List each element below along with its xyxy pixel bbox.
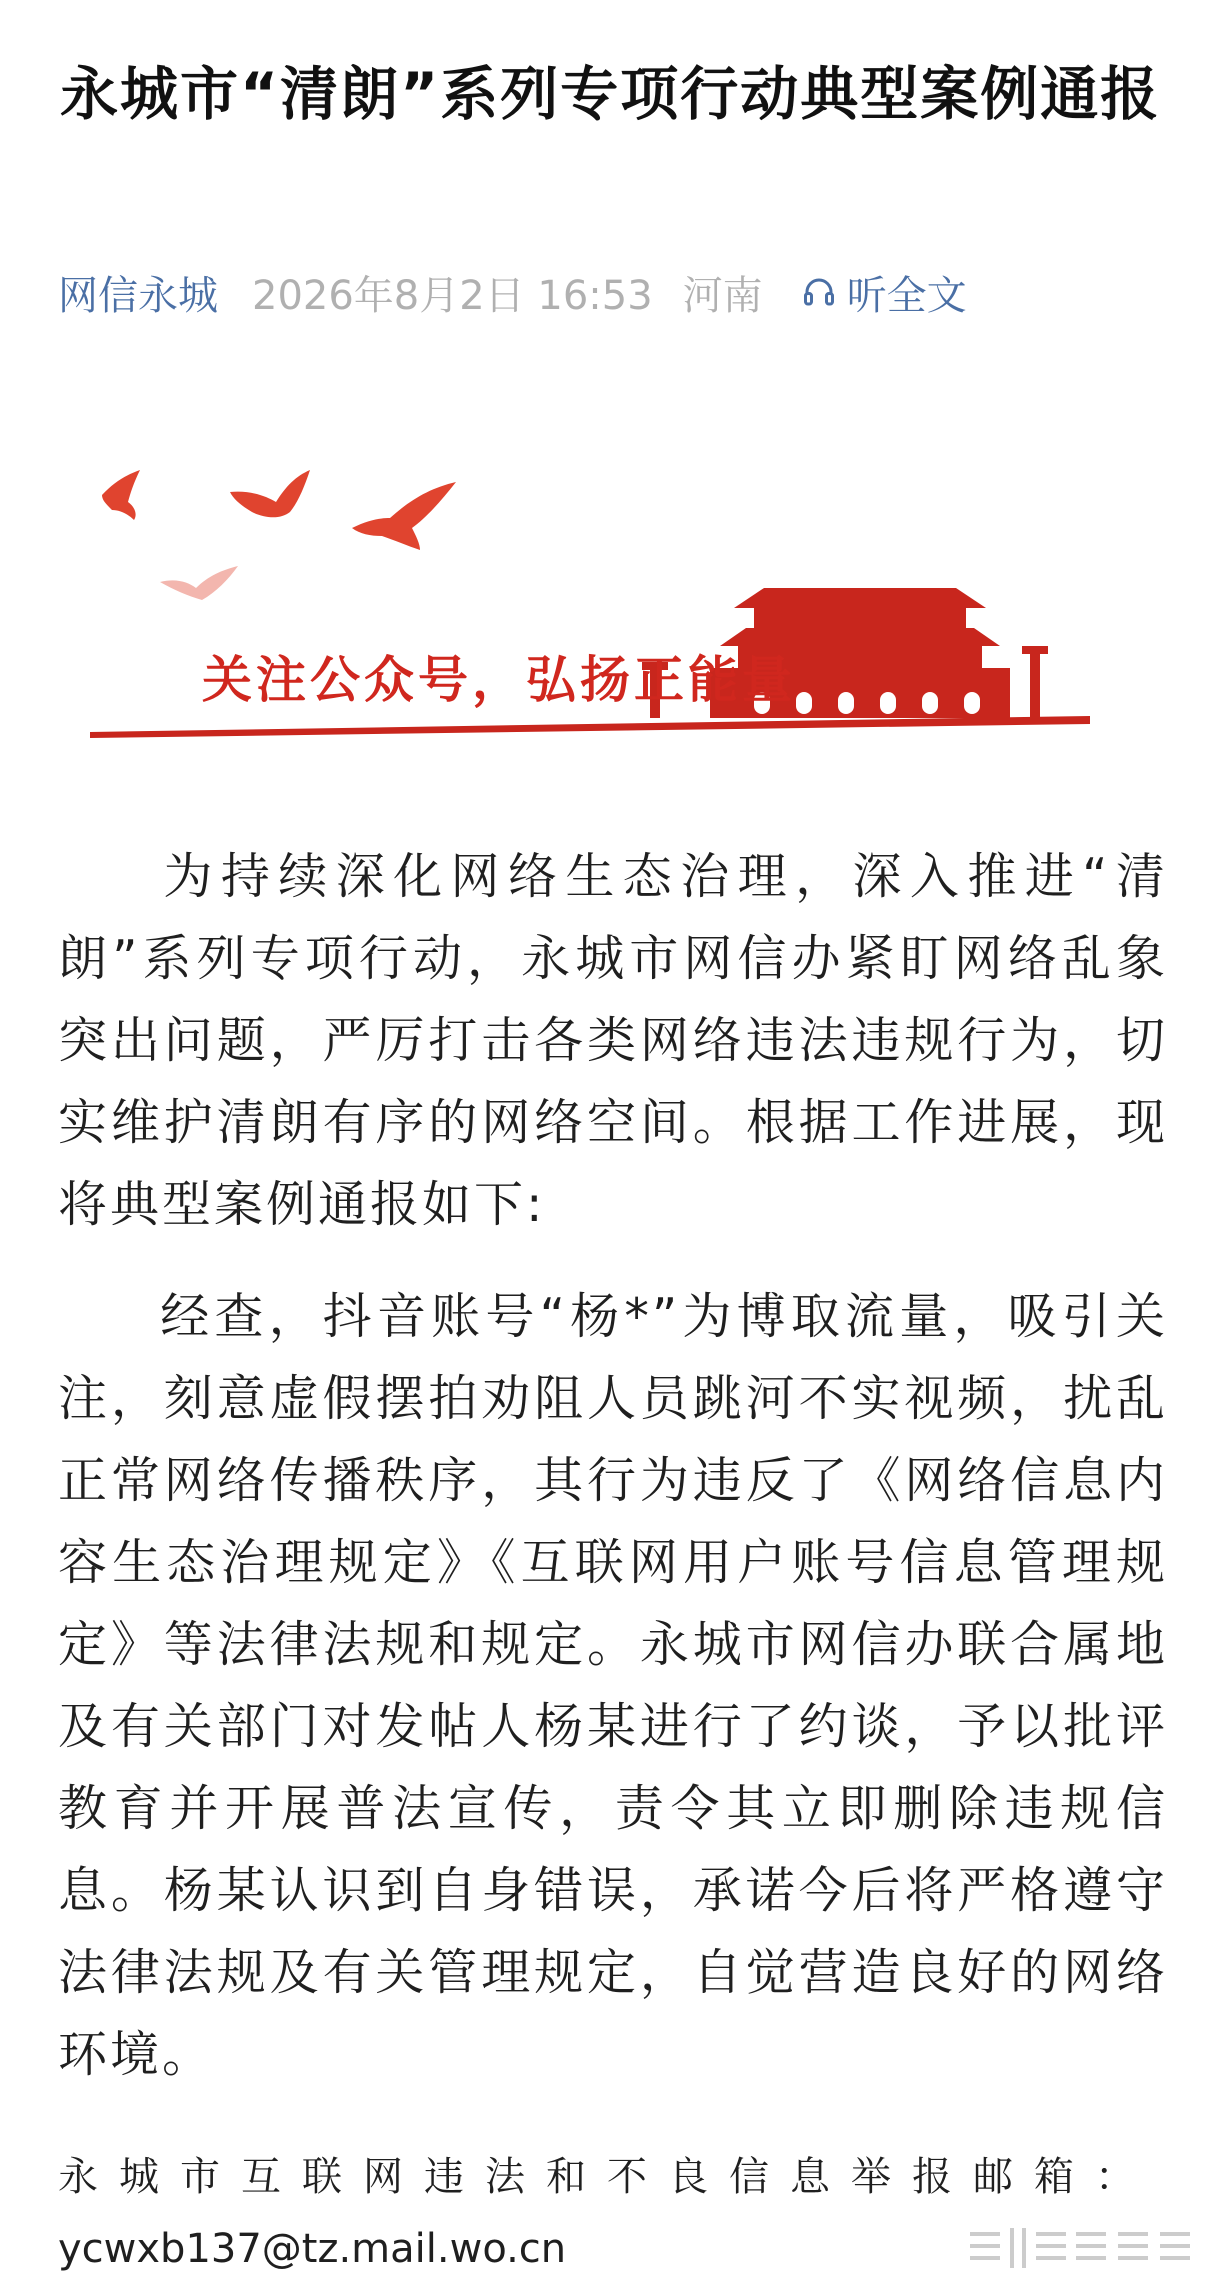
article-title: 永城市“清朗”系列专项行动典型案例通报 — [60, 60, 1161, 128]
publish-region: 河南 — [682, 272, 763, 319]
report-email: ycwxb137@tz.mail.wo.cn — [58, 2226, 567, 2272]
headphones-icon — [801, 274, 837, 310]
report-mailbox-label: 永城市互联网违法和不良信息举报邮箱： — [58, 2154, 1156, 2200]
dove-icon — [102, 470, 456, 550]
publish-date: 2026年8月2日 16:53 — [252, 272, 653, 319]
paragraph-case — [58, 1276, 1168, 2096]
listen-label: 听全文 — [846, 272, 967, 319]
source-account-link[interactable]: 网信永城 — [58, 272, 218, 319]
paragraph-intro — [58, 836, 1168, 1246]
article-meta — [58, 262, 967, 322]
dove-faint-icon — [160, 566, 238, 600]
platform-watermark-icon — [970, 2226, 1196, 2270]
paragraph-case-text: 经查，抖音账号“杨*”为博取流量，吸引关注，刻意虚假摆拍劝阻人员跳河不实视频，扰乱正常网络传播秩序，其行为违反了《网络信息内容生态治理规定》《互联网用户账号信息管理规定》等法律法规和规定。永城市网信办联合属地及有关部门对发帖人杨某进行了约谈，予以批评教育并开展普法宣传，责令其立即删除违规信息。杨某认识到自身错误，承诺今后将严格遵守法律法规及有关管理规定，自觉营造良好的网络环境。 — [58, 1288, 1168, 2083]
banner-slogan: 关注公众号，弘扬正能量 — [202, 651, 796, 709]
paragraph-intro-text: 为持续深化网络生态治理，深入推进“清朗”系列专项行动，永城市网信办紧盯网络乱象突出问题，严厉打击各类网络违法违规行为，切实维护清朗有序的网络空间。根据工作进展，现将典型案例通报如下: — [58, 848, 1168, 1233]
listen-full-text-button[interactable] — [801, 264, 967, 321]
follow-banner — [90, 470, 1150, 760]
banner-graphic — [90, 470, 1150, 760]
